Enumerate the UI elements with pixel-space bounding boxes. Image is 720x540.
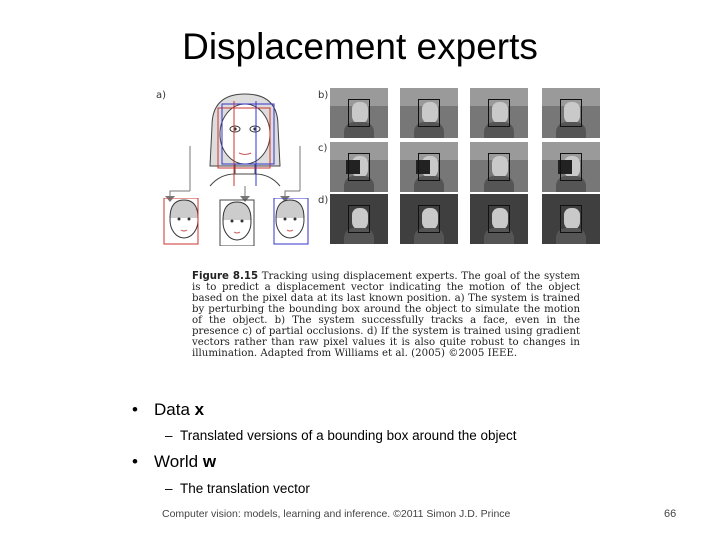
tracking-frame-d4 <box>542 194 600 244</box>
slide-footer: Computer vision: models, learning and inference. ©2011 Simon J.D. Prince <box>162 508 511 520</box>
caption-text: Tracking using displacement experts. The goal of the system is to predict a displacement vector indicating the motion of the object based on the pixel data at its last known position. a) The system is trained by perturbing the bounding box around the object to simulate the motion of the object. b) The system successfully tracks a face, even in the presence c) of partial occlusions. d) If the system is trained using gradient vectors rather than raw pixel values it is also quite robust to changes in illumination. Adapted from Williams et al. (2005) ©2005 IEEE. <box>192 271 580 359</box>
slide-title: Displacement experts <box>182 26 538 67</box>
tracking-frame-b2 <box>400 88 458 138</box>
panel-label-a: a) <box>156 90 167 101</box>
tracking-frame-c3 <box>470 142 528 192</box>
bullet-text: World <box>154 452 203 471</box>
sub-bullet-world <box>165 481 310 496</box>
bullet-bold-symbol: x <box>194 400 205 419</box>
bullet-marker: • <box>132 400 138 419</box>
tracking-frame-c1 <box>330 142 388 192</box>
tracking-frame-b1 <box>330 88 388 138</box>
bullet-bold-symbol: w <box>202 452 217 471</box>
tracking-frame-b4 <box>542 88 600 138</box>
tracking-frame-d1 <box>330 194 388 244</box>
tracking-frame-d2 <box>400 194 458 244</box>
tracking-frame-d3 <box>470 194 528 244</box>
tracking-frame-c4 <box>542 142 600 192</box>
small-face-icon-2 <box>220 200 254 246</box>
panel-label-c: c) <box>318 143 328 154</box>
bullet-marker: • <box>132 452 138 471</box>
figure <box>150 80 590 370</box>
sub-bullet-text: The translation vector <box>180 481 310 496</box>
panel-label-b: b) <box>318 90 329 101</box>
bullet-world-w <box>132 452 216 472</box>
bullet-data-x <box>132 400 204 420</box>
small-face-icon-3 <box>274 198 308 244</box>
sub-bullet-marker: – <box>165 428 173 443</box>
sub-bullet-marker: – <box>165 481 173 496</box>
bullet-text: Data <box>154 400 195 419</box>
perturbed-face-icons <box>162 198 312 246</box>
caption-label: Figure 8.15 <box>192 271 259 282</box>
sub-bullet-text: Translated versions of a bounding box around the object <box>180 428 517 443</box>
panel-label-d: d) <box>318 195 329 206</box>
sub-bullet-data <box>165 428 517 443</box>
figure-caption <box>192 271 580 359</box>
small-face-icon-1 <box>164 198 198 244</box>
tracking-frame-c2 <box>400 142 458 192</box>
tracking-frame-b3 <box>470 88 528 138</box>
page-number: 66 <box>664 508 677 520</box>
